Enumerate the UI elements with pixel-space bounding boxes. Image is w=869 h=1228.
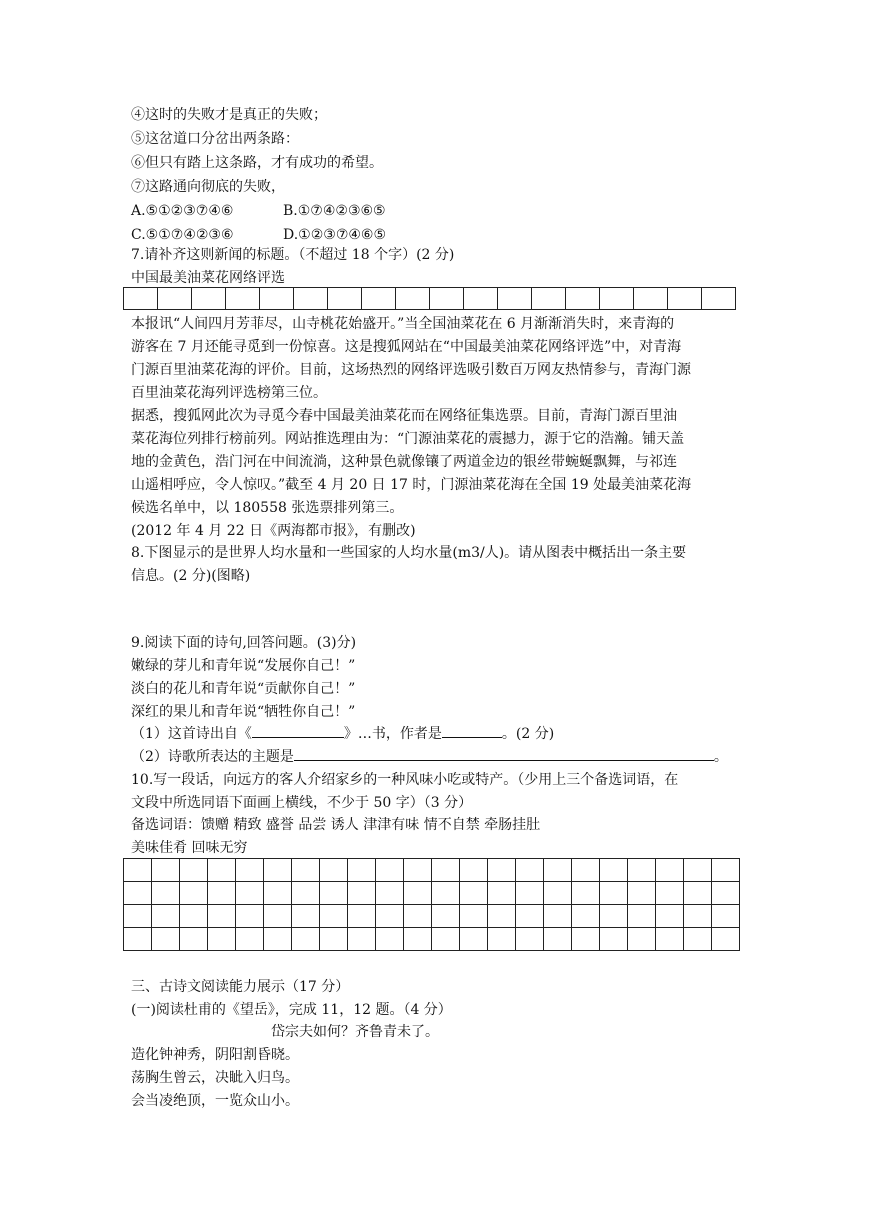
grid-cell[interactable] [600, 859, 628, 882]
q9-sub1-end: 。(2 分) [501, 726, 555, 742]
grid-cell[interactable] [180, 928, 208, 951]
grid-cell[interactable] [516, 928, 544, 951]
news-p1-line2: 游客在 7 月还能寻觅到一份惊喜。这是搜狐网站在“中国最美油菜花网络评选”中，对青海 [131, 339, 682, 355]
writing-answer-grid[interactable] [123, 858, 740, 951]
grid-cell[interactable] [488, 882, 516, 905]
grid-cell[interactable] [488, 859, 516, 882]
grid-cell[interactable] [628, 928, 656, 951]
grid-cell[interactable] [656, 905, 684, 928]
grid-cell[interactable] [404, 859, 432, 882]
grid-cell[interactable] [180, 905, 208, 928]
grid-cell[interactable] [498, 288, 532, 310]
grid-cell[interactable] [544, 928, 572, 951]
grid-cell[interactable] [712, 928, 740, 951]
grid-cell[interactable] [348, 882, 376, 905]
news-p1-line4: 百里油菜花海列评选榜第三位。 [131, 385, 327, 401]
grid-cell[interactable] [152, 928, 180, 951]
grid-cell[interactable] [320, 905, 348, 928]
grid-cell[interactable] [712, 882, 740, 905]
grid-cell[interactable] [572, 859, 600, 882]
grid-cell[interactable] [320, 882, 348, 905]
grid-cell[interactable] [460, 882, 488, 905]
grid-cell[interactable] [600, 928, 628, 951]
q9-sub2-end: 。 [713, 749, 728, 765]
grid-cell[interactable] [376, 859, 404, 882]
grid-cell[interactable] [208, 882, 236, 905]
grid-cell[interactable] [376, 905, 404, 928]
poem2-line4: 会当凌绝顶，一览众山小。 [131, 1093, 299, 1109]
section3-intro: (一)阅读杜甫的《望岳》，完成 11，12 题。（4 分） [131, 1002, 452, 1018]
grid-cell[interactable] [628, 859, 656, 882]
q7-prompt: 7.请补齐这则新闻的标题。（不超过 18 个字）(2 分) [131, 247, 455, 263]
q9-sub1-start: （1）这首诗出自《 [131, 726, 252, 742]
grid-cell[interactable] [600, 882, 628, 905]
news-p2-line3: 地的金黄色，浩门河在中间流淌，这种景色就像镶了两道金边的银丝带蜿蜒飘舞，与祁连 [131, 454, 677, 470]
grid-cell[interactable] [294, 288, 328, 310]
grid-cell[interactable] [544, 859, 572, 882]
option-5: ⑤这岔道口分岔出两条路： [131, 131, 299, 147]
q10-line1: 10.写一段话，向远方的客人介绍家乡的一种风味小吃或特产。（少用上三个备选词语，在 [131, 772, 679, 788]
grid-cell[interactable] [208, 859, 236, 882]
grid-cell[interactable] [152, 882, 180, 905]
grid-cell[interactable] [292, 928, 320, 951]
news-p2-line2: 菜花海位列排行榜前列。网站推选理由为：“门源油菜花的震撼力，源于它的浩瀚。铺天盖 [131, 431, 685, 447]
grid-cell[interactable] [430, 288, 464, 310]
grid-cell[interactable] [292, 882, 320, 905]
news-p2-line1: 据悉，搜狐网此次为寻觅今春中国最美油菜花而在网络征集选票。目前，青海门源百里油 [131, 408, 677, 424]
grid-cell[interactable] [600, 288, 634, 310]
news-p1-line3: 门源百里油菜花海的评价。目前，这场热烈的网络评选吸引数百万网友热情参与，青海门源 [131, 362, 691, 378]
grid-cell[interactable] [684, 859, 712, 882]
grid-cell[interactable] [152, 859, 180, 882]
q7-title-start: 中国最美油菜花网络评选 [131, 270, 285, 286]
grid-cell[interactable] [684, 905, 712, 928]
theme-blank[interactable] [294, 746, 714, 761]
grid-cell[interactable] [396, 288, 430, 310]
grid-cell[interactable] [432, 905, 460, 928]
book-title-blank[interactable] [252, 723, 344, 738]
news-p1-line1: 本报讯“人间四月芳菲尽，山寺桃花始盛开。”当全国油菜花在 6 月渐渐消失时，来青海的 [131, 316, 675, 332]
choice-c: C.⑤①⑦④②③⑥ [131, 227, 234, 243]
q8-line2: 信息。(2 分)(图略) [131, 568, 251, 584]
news-p2-line4: 山遥相呼应，令人惊叹。”截至 4 月 20 日 17 时，门源油菜花海在全国 19 处最美油菜花海 [131, 477, 692, 493]
grid-cell[interactable] [460, 905, 488, 928]
choice-a: A.⑤①②③⑦④⑥ [131, 203, 234, 219]
grid-cell[interactable] [328, 288, 362, 310]
grid-cell[interactable] [124, 905, 152, 928]
grid-cell[interactable] [180, 882, 208, 905]
grid-cell[interactable] [264, 859, 292, 882]
poem2-line3: 荡胸生曾云，决眦入归鸟。 [131, 1070, 299, 1086]
poem-line1: 嫩绿的芽儿和青年说“发展你自己！” [131, 658, 356, 674]
grid-cell[interactable] [264, 882, 292, 905]
grid-cell[interactable] [460, 928, 488, 951]
section3-heading: 三、古诗文阅读能力展示（17 分） [131, 979, 350, 995]
grid-cell[interactable] [464, 288, 498, 310]
grid-cell[interactable] [684, 882, 712, 905]
grid-cell[interactable] [236, 882, 264, 905]
grid-cell[interactable] [404, 905, 432, 928]
grid-cell[interactable] [600, 905, 628, 928]
grid-cell[interactable] [656, 859, 684, 882]
grid-cell[interactable] [236, 905, 264, 928]
q9-sub2 [131, 746, 728, 768]
grid-cell[interactable] [208, 905, 236, 928]
news-source: (2012 年 4 月 22 日《两海都市报》，有删改) [131, 523, 416, 539]
grid-cell[interactable] [572, 928, 600, 951]
grid-cell[interactable] [264, 928, 292, 951]
q10-words: 备选词语：馈赠 精致 盛誉 品尝 诱人 津津有味 情不自禁 牵肠挂肚 [131, 817, 541, 833]
poem-line3: 深红的果儿和青年说“牺牲你自己！” [131, 704, 356, 720]
grid-cell[interactable] [124, 288, 158, 310]
grid-cell[interactable] [544, 882, 572, 905]
grid-cell[interactable] [572, 905, 600, 928]
grid-cell[interactable] [376, 928, 404, 951]
grid-cell[interactable] [432, 859, 460, 882]
grid-cell[interactable] [488, 905, 516, 928]
grid-cell[interactable] [684, 928, 712, 951]
option-7: ⑦这路通向彻底的失败， [131, 179, 285, 195]
grid-cell[interactable] [226, 288, 260, 310]
grid-cell[interactable] [236, 859, 264, 882]
grid-cell[interactable] [348, 905, 376, 928]
grid-cell[interactable] [124, 928, 152, 951]
grid-cell[interactable] [376, 882, 404, 905]
author-blank[interactable] [442, 723, 502, 738]
grid-cell[interactable] [348, 859, 376, 882]
poem2-line1: 岱宗夫如何？齐鲁青未了。 [271, 1024, 439, 1040]
grid-cell[interactable] [292, 905, 320, 928]
news-p2-line5: 候选名单中，以 180558 张选票排列第三。 [131, 500, 404, 516]
grid-cell[interactable] [362, 288, 396, 310]
grid-cell[interactable] [572, 882, 600, 905]
grid-cell[interactable] [628, 882, 656, 905]
q9-sub2-start: （2）诗歌所表达的主题是 [131, 749, 294, 765]
grid-cell[interactable] [152, 905, 180, 928]
grid-cell[interactable] [634, 288, 668, 310]
grid-cell[interactable] [348, 928, 376, 951]
grid-cell[interactable] [460, 859, 488, 882]
q10-words-line2: 美味佳肴 回味无穷 [131, 840, 248, 856]
grid-cell[interactable] [712, 905, 740, 928]
grid-cell[interactable] [516, 859, 544, 882]
grid-cell[interactable] [260, 288, 294, 310]
title-answer-grid[interactable] [123, 287, 736, 310]
grid-cell[interactable] [208, 928, 236, 951]
q10-line2: 文段中所选同语下面画上横线，不少于 50 字）（3 分） [131, 795, 473, 811]
q9-prompt: 9.阅读下面的诗句,回答问题。(3)分) [131, 635, 357, 651]
grid-cell[interactable] [516, 882, 544, 905]
poem2-line2: 造化钟神秀，阴阳割昏晓。 [131, 1047, 299, 1063]
grid-cell[interactable] [532, 288, 566, 310]
grid-cell[interactable] [432, 882, 460, 905]
grid-cell[interactable] [292, 859, 320, 882]
option-6: ⑥但只有踏上这条路，才有成功的希望。 [131, 155, 383, 171]
grid-cell[interactable] [712, 859, 740, 882]
grid-cell[interactable] [488, 928, 516, 951]
grid-cell[interactable] [656, 882, 684, 905]
grid-cell[interactable] [404, 928, 432, 951]
grid-cell[interactable] [702, 288, 736, 310]
grid-cell[interactable] [628, 905, 656, 928]
grid-cell[interactable] [656, 928, 684, 951]
grid-cell[interactable] [432, 928, 460, 951]
grid-cell[interactable] [320, 928, 348, 951]
grid-cell[interactable] [516, 905, 544, 928]
grid-cell[interactable] [404, 882, 432, 905]
grid-cell[interactable] [668, 288, 702, 310]
q8-line1: 8.下图显示的是世界人均水量和一些国家的人均水量(m3/人)。请从图表中概括出一条主要 [131, 545, 687, 561]
grid-cell[interactable] [320, 859, 348, 882]
grid-cell[interactable] [158, 288, 192, 310]
option-4: ④这时的失败才是真正的失败； [131, 107, 327, 123]
choice-d: D.①②③⑦④⑥⑤ [283, 227, 387, 243]
grid-cell[interactable] [124, 859, 152, 882]
choice-b: B.①⑦④②③⑥⑤ [283, 203, 386, 219]
grid-cell[interactable] [544, 905, 572, 928]
poem-line2: 淡白的花儿和青年说“贡献你自己！” [131, 681, 356, 697]
grid-cell[interactable] [192, 288, 226, 310]
grid-cell[interactable] [236, 928, 264, 951]
grid-cell[interactable] [180, 859, 208, 882]
grid-cell[interactable] [566, 288, 600, 310]
q9-sub1-mid: 》…书，作者是 [343, 726, 442, 742]
grid-cell[interactable] [124, 882, 152, 905]
q9-sub1 [131, 723, 554, 745]
grid-cell[interactable] [264, 905, 292, 928]
